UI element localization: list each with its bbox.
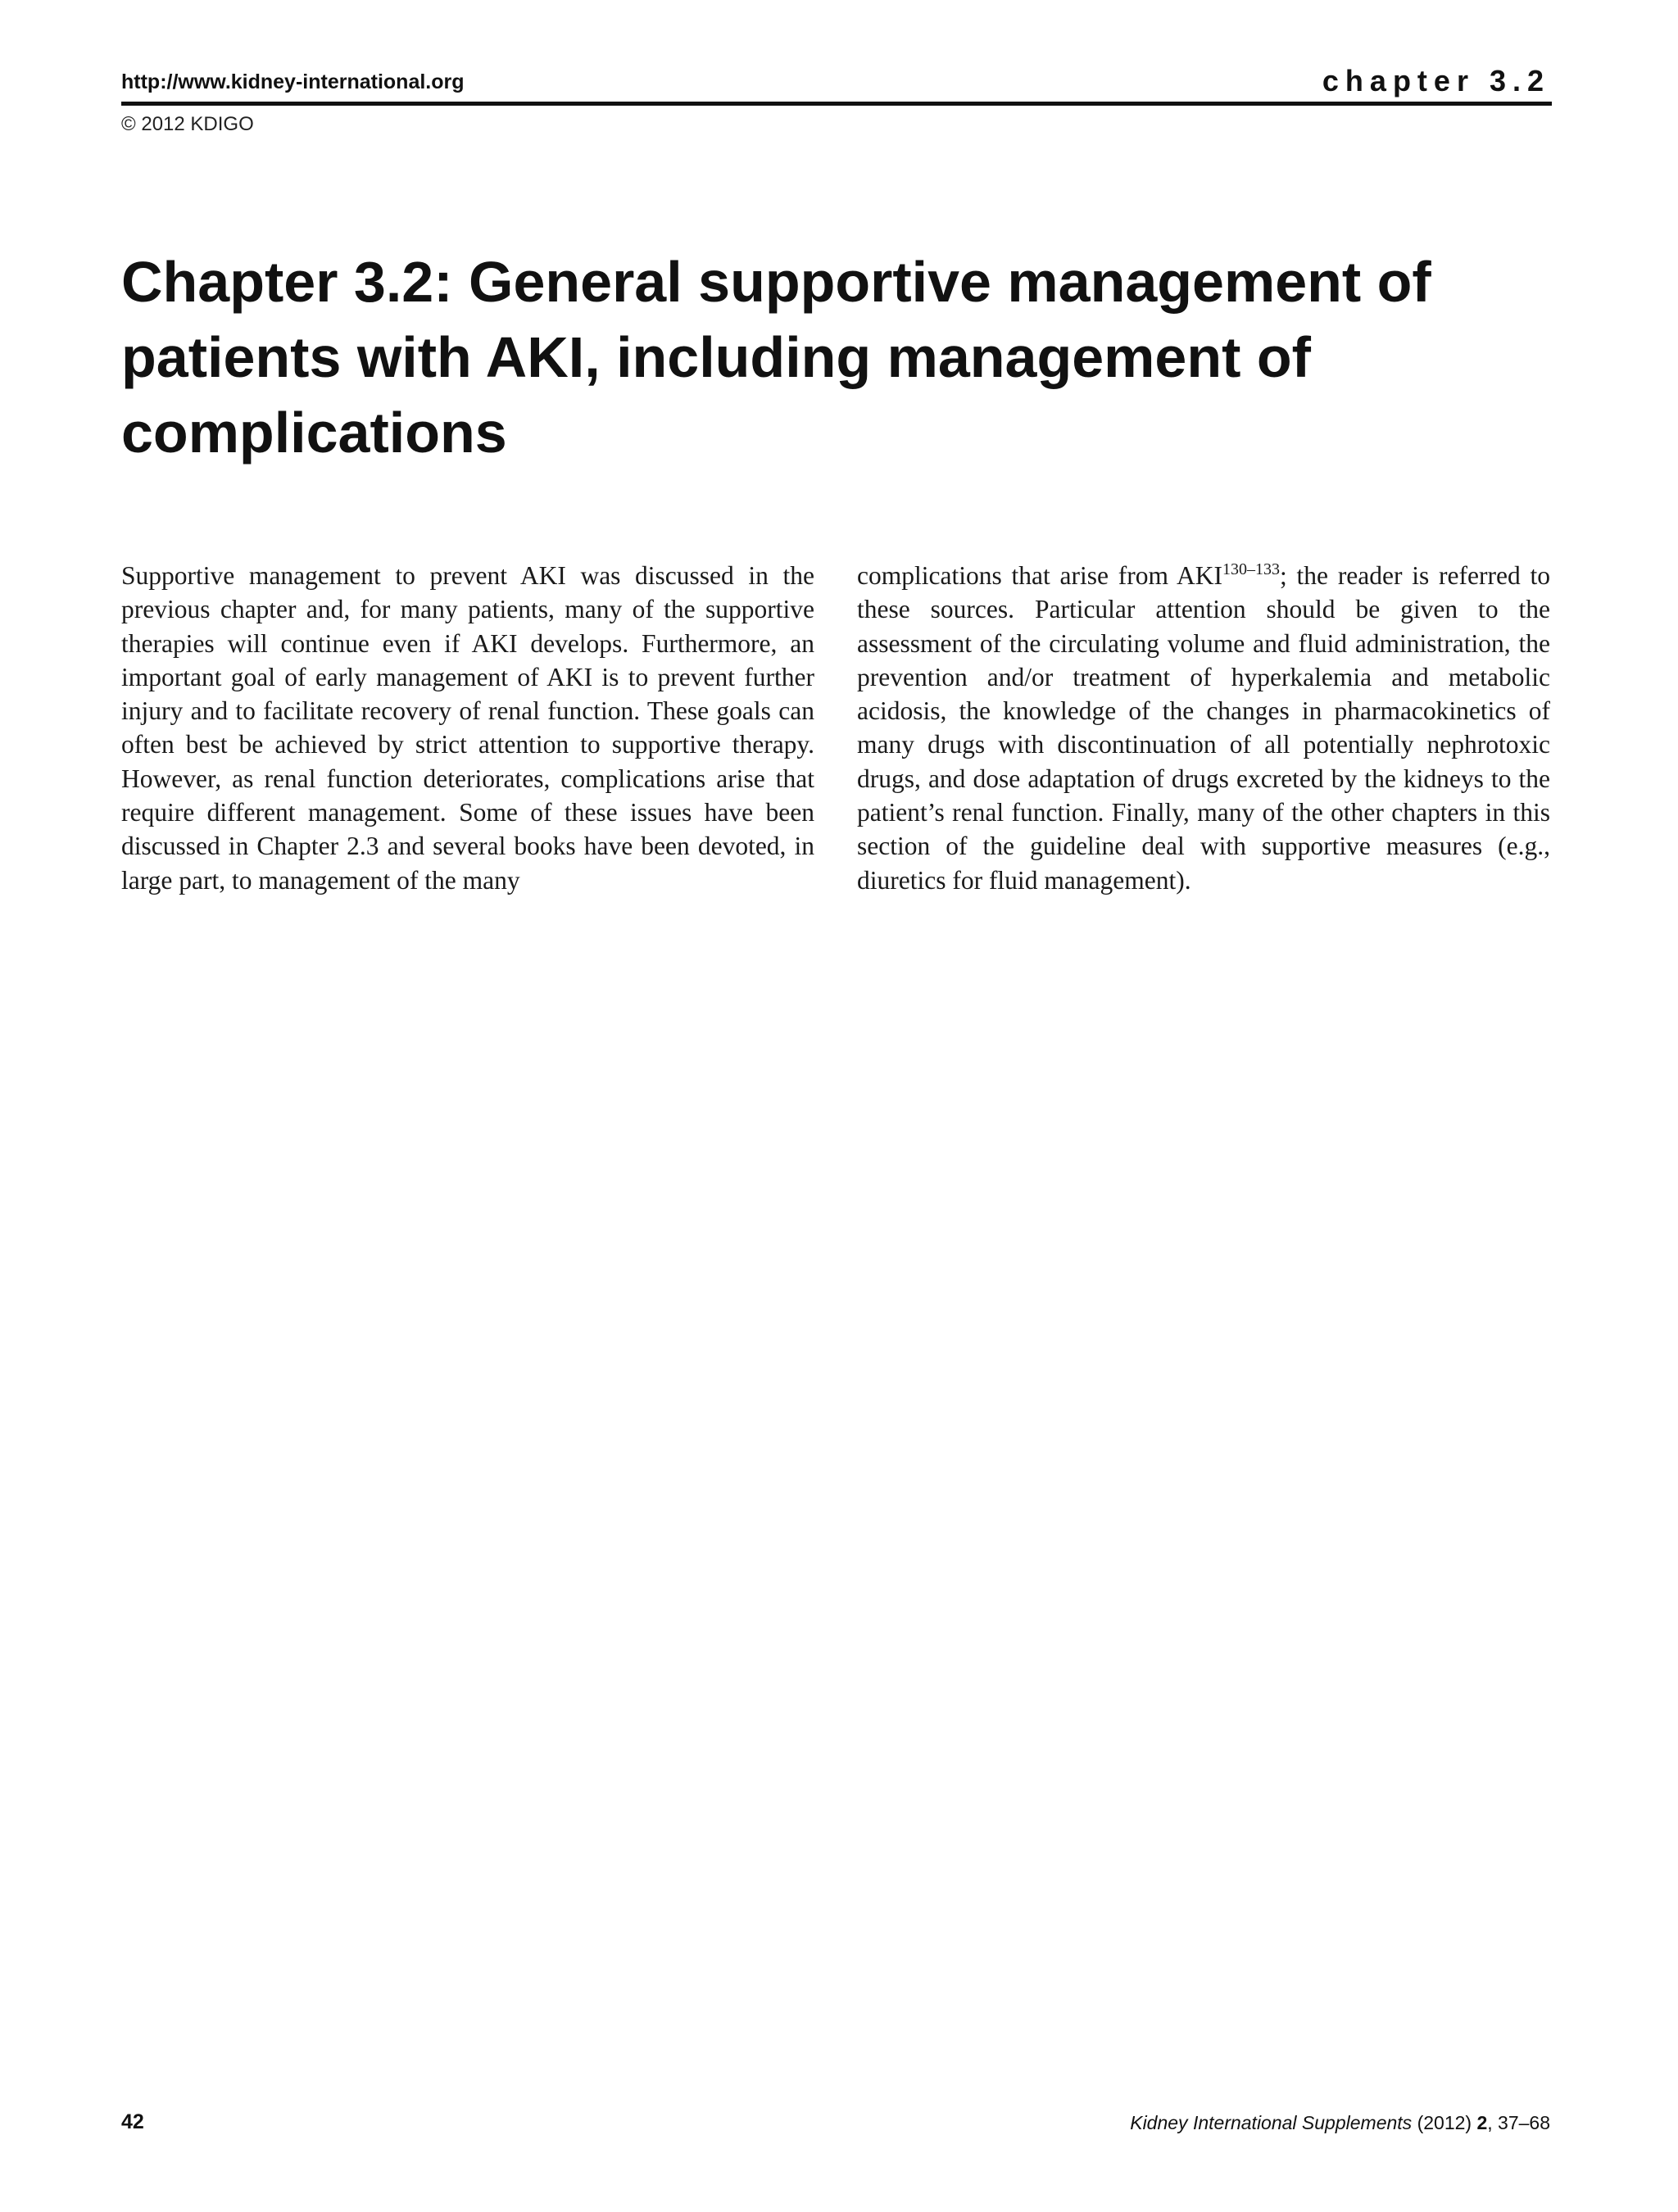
- page-number: 42: [121, 2110, 144, 2133]
- copyright-notice: © 2012 KDIGO: [121, 113, 254, 135]
- citation-reference[interactable]: 130–133: [1222, 560, 1281, 578]
- body-text-right-column: [857, 559, 1550, 897]
- journal-name: Kidney International Supplements: [1130, 2112, 1413, 2133]
- right-column-lead-text: complications that arise from AKI: [857, 561, 1223, 590]
- body-text-left-column: Supportive management to prevent AKI was discussed in the previous chapter and, for many patients, many of the supportive therapies will continue even if AKI develops. Furthermore, an important goal of early management of AKI is to prevent further injury and to facilitate recovery of renal function. These goals can often best be achieved by strict attention to supportive therapy. However, as renal function deteriorates, complications arise that require different management. Some of these issues have been discussed in Chapter 2.3 and several books have been devoted, in large part, to management of the many: [121, 561, 814, 895]
- header-divider: [121, 102, 1552, 106]
- journal-url[interactable]: http://www.kidney-international.org: [121, 70, 465, 93]
- journal-volume: 2: [1476, 2112, 1488, 2133]
- chapter-title: Chapter 3.2: General supportive management of patients with AKI, including management of complications: [121, 250, 1431, 465]
- journal-citation: [1130, 2112, 1550, 2134]
- chapter-label: chapter 3.2: [1322, 64, 1550, 97]
- right-column-body-text: ; the reader is referred to these sources. Particular attention should be given to the assessment of the circulating volume and fluid administration, the prevention and/or treatment of hyperkalemia and metabolic acidosis, the knowledge of the changes in pharmacokinetics of many drugs with discontinuation of all potentially nephrotoxic drugs, and dose adaptation of drugs excreted by the kidneys to the patient’s renal function. Finally, many of the other chapters in this section of the guideline deal with supportive measures (e.g., diuretics for fluid management).: [857, 561, 1550, 895]
- journal-year: (2012): [1412, 2112, 1477, 2133]
- journal-pages: , 37–68: [1487, 2112, 1550, 2133]
